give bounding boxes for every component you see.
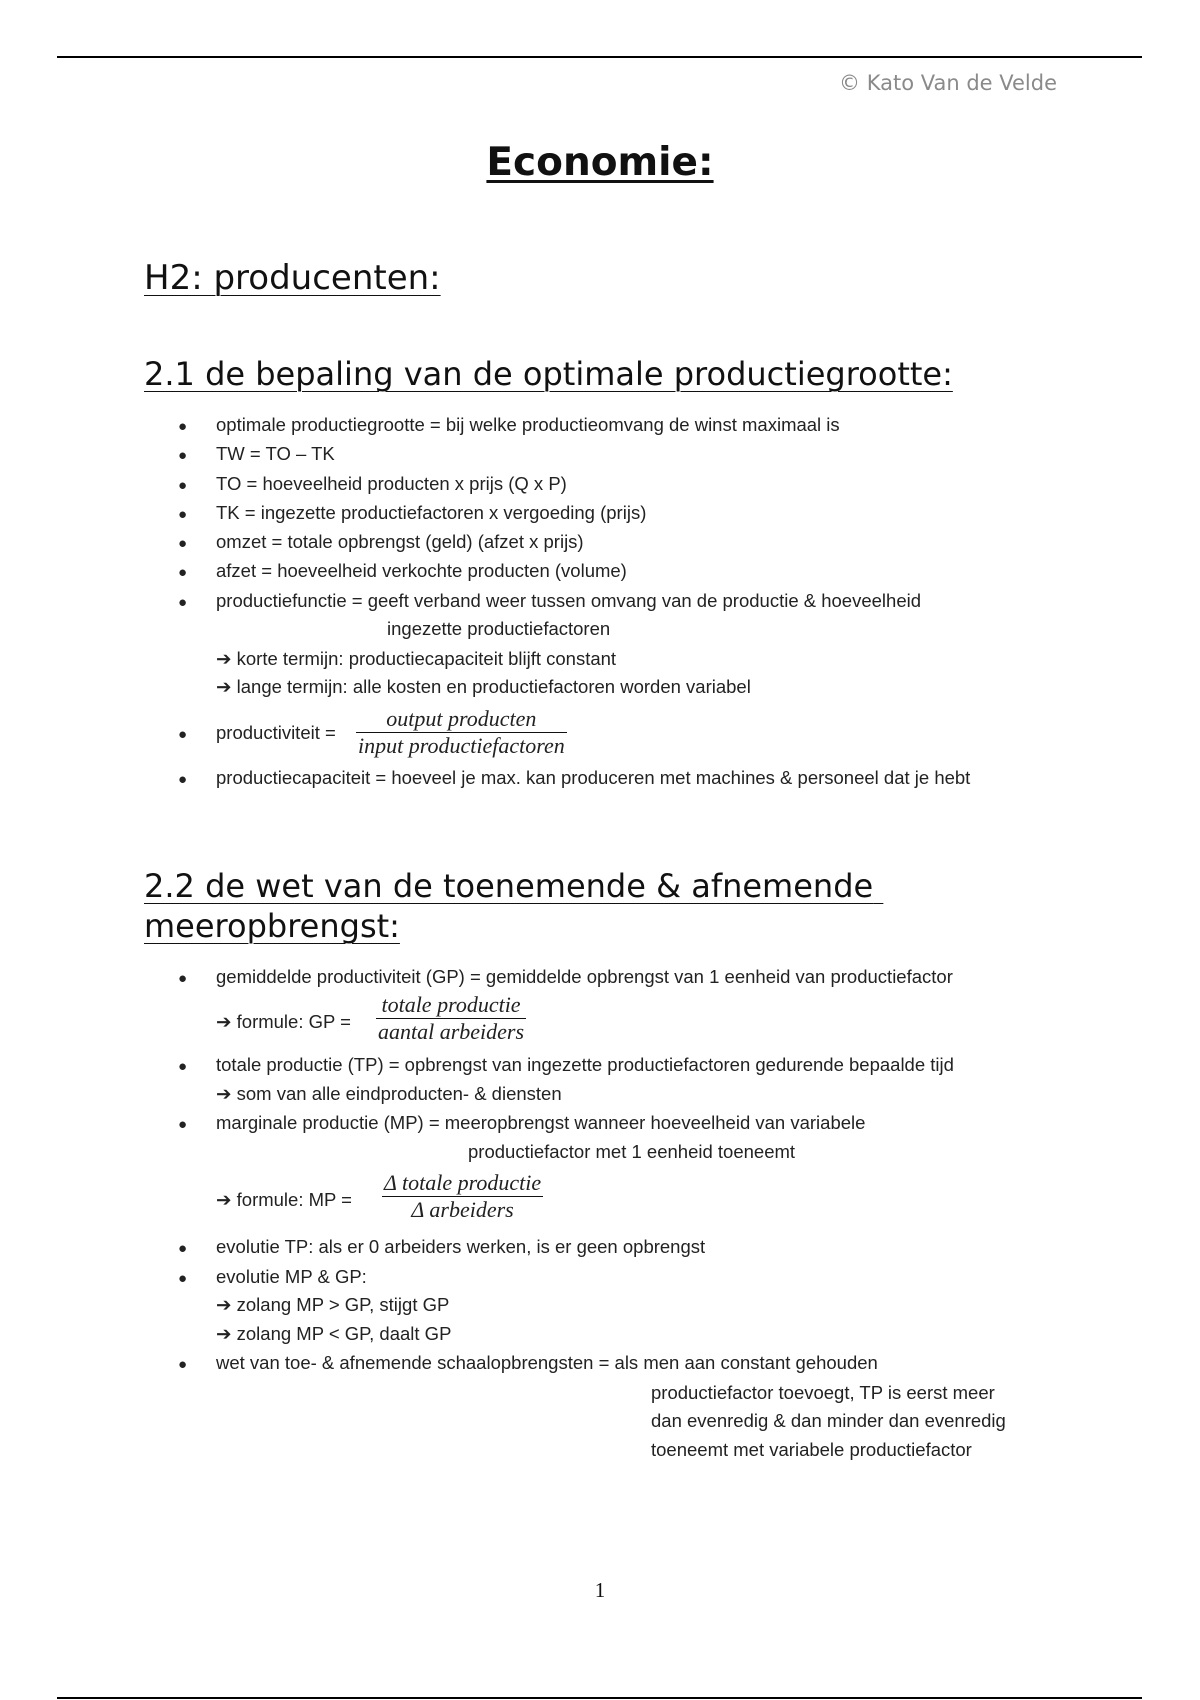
bullet: ● xyxy=(178,771,188,788)
list-item: marginale productie (MP) = meeropbrengst wanneer hoeveelheid van variabele xyxy=(216,1112,866,1133)
copyright-header: © Kato Van de Velde xyxy=(839,71,1057,95)
list-item: productiviteit = xyxy=(216,722,336,743)
bullet: ● xyxy=(178,535,188,552)
section-heading-2-2 xyxy=(144,866,883,946)
header-rule xyxy=(57,56,1142,58)
bullet: ● xyxy=(178,726,188,743)
section-heading-line-1: 2.2 de wet van de toenemende & afnemende xyxy=(144,867,874,905)
formula-denominator: input productiefactoren xyxy=(358,733,565,758)
bullet: ● xyxy=(178,418,188,435)
bullet: ● xyxy=(178,1356,188,1373)
list-item: gemiddelde productiviteit (GP) = gemiddelde opbrengst van 1 eenheid van productiefactor xyxy=(216,966,953,987)
list-item: optimale productiegrootte = bij welke productieomvang de winst maximaal is xyxy=(216,414,840,435)
list-item: evolutie MP & GP: xyxy=(216,1266,367,1287)
formula-denominator: aantal arbeiders xyxy=(378,1019,525,1044)
list-sub-item: ➔ formule: MP = xyxy=(216,1189,352,1210)
list-sub-item: ➔ som van alle eindproducten- & diensten xyxy=(216,1083,562,1104)
section-heading-2-1: 2.1 de bepaling van de optimale productiegrootte: xyxy=(144,355,953,393)
bullet: ● xyxy=(178,506,188,523)
list-item: TW = TO – TK xyxy=(216,443,335,464)
list-item: wet van toe- & afnemende schaalopbrengsten = als men aan constant gehouden xyxy=(216,1352,878,1373)
list-sub-item: ➔ lange termijn: alle kosten en productiefactoren worden variabel xyxy=(216,676,751,697)
page-number: 1 xyxy=(594,1578,606,1602)
list-sub-item: ➔ korte termijn: productiecapaciteit blijft constant xyxy=(216,648,617,669)
bullet: ● xyxy=(178,564,188,581)
list-item-continuation: ingezette productiefactoren xyxy=(387,618,611,639)
list-item: afzet = hoeveelheid verkochte producten (volume) xyxy=(216,560,627,581)
bullet: ● xyxy=(178,477,188,494)
bullet: ● xyxy=(178,1116,188,1133)
list-item: TO = hoeveelheid producten x prijs (Q x P) xyxy=(216,473,567,494)
formula-productiviteit xyxy=(356,706,567,759)
formula-gp xyxy=(376,992,526,1045)
footer-rule xyxy=(57,1697,1142,1699)
formula-numerator: totale productie xyxy=(376,992,526,1019)
list-item: omzet = totale opbrengst (geld) (afzet x prijs) xyxy=(216,531,584,552)
list-item: TK = ingezette productiefactoren x vergoeding (prijs) xyxy=(216,502,647,523)
bullet: ● xyxy=(178,447,188,464)
bullet: ● xyxy=(178,594,188,611)
list-item: evolutie TP: als er 0 arbeiders werken, is er geen opbrengst xyxy=(216,1236,706,1257)
list-item: totale productie (TP) = opbrengst van ingezette productiefactoren gedurende bepaalde tijd xyxy=(216,1054,954,1075)
bullet: ● xyxy=(178,970,188,987)
list-item-continuation: productiefactor toevoegt, TP is eerst meer xyxy=(651,1382,995,1403)
list-item: productiecapaciteit = hoeveel je max. kan produceren met machines & personeel dat je hebt xyxy=(216,767,971,788)
formula-mp xyxy=(382,1170,543,1223)
formula-numerator: output producten xyxy=(356,706,567,733)
list-item: productiefunctie = geeft verband weer tussen omvang van de productie & hoeveelheid xyxy=(216,590,922,611)
chapter-heading: H2: producenten: xyxy=(144,258,441,298)
document-title xyxy=(0,140,1200,185)
list-sub-item: ➔ zolang MP < GP, daalt GP xyxy=(216,1323,452,1344)
list-item-continuation: dan evenredig & dan minder dan evenredig xyxy=(651,1410,1006,1431)
formula-numerator: Δ totale productie xyxy=(384,1170,542,1195)
list-sub-item: ➔ zolang MP > GP, stijgt GP xyxy=(216,1294,450,1315)
list-item-continuation: toeneemt met variabele productiefactor xyxy=(651,1439,972,1460)
list-item-continuation: productiefactor met 1 eenheid toeneemt xyxy=(468,1141,796,1162)
bullet: ● xyxy=(178,1240,188,1257)
section-heading-line-2: meeropbrengst: xyxy=(144,907,400,945)
bullet: ● xyxy=(178,1270,188,1287)
formula-denominator: Δ arbeiders xyxy=(411,1197,514,1222)
document-title-text: Economie: xyxy=(486,140,714,185)
bullet: ● xyxy=(178,1058,188,1075)
list-sub-item: ➔ formule: GP = xyxy=(216,1011,351,1032)
